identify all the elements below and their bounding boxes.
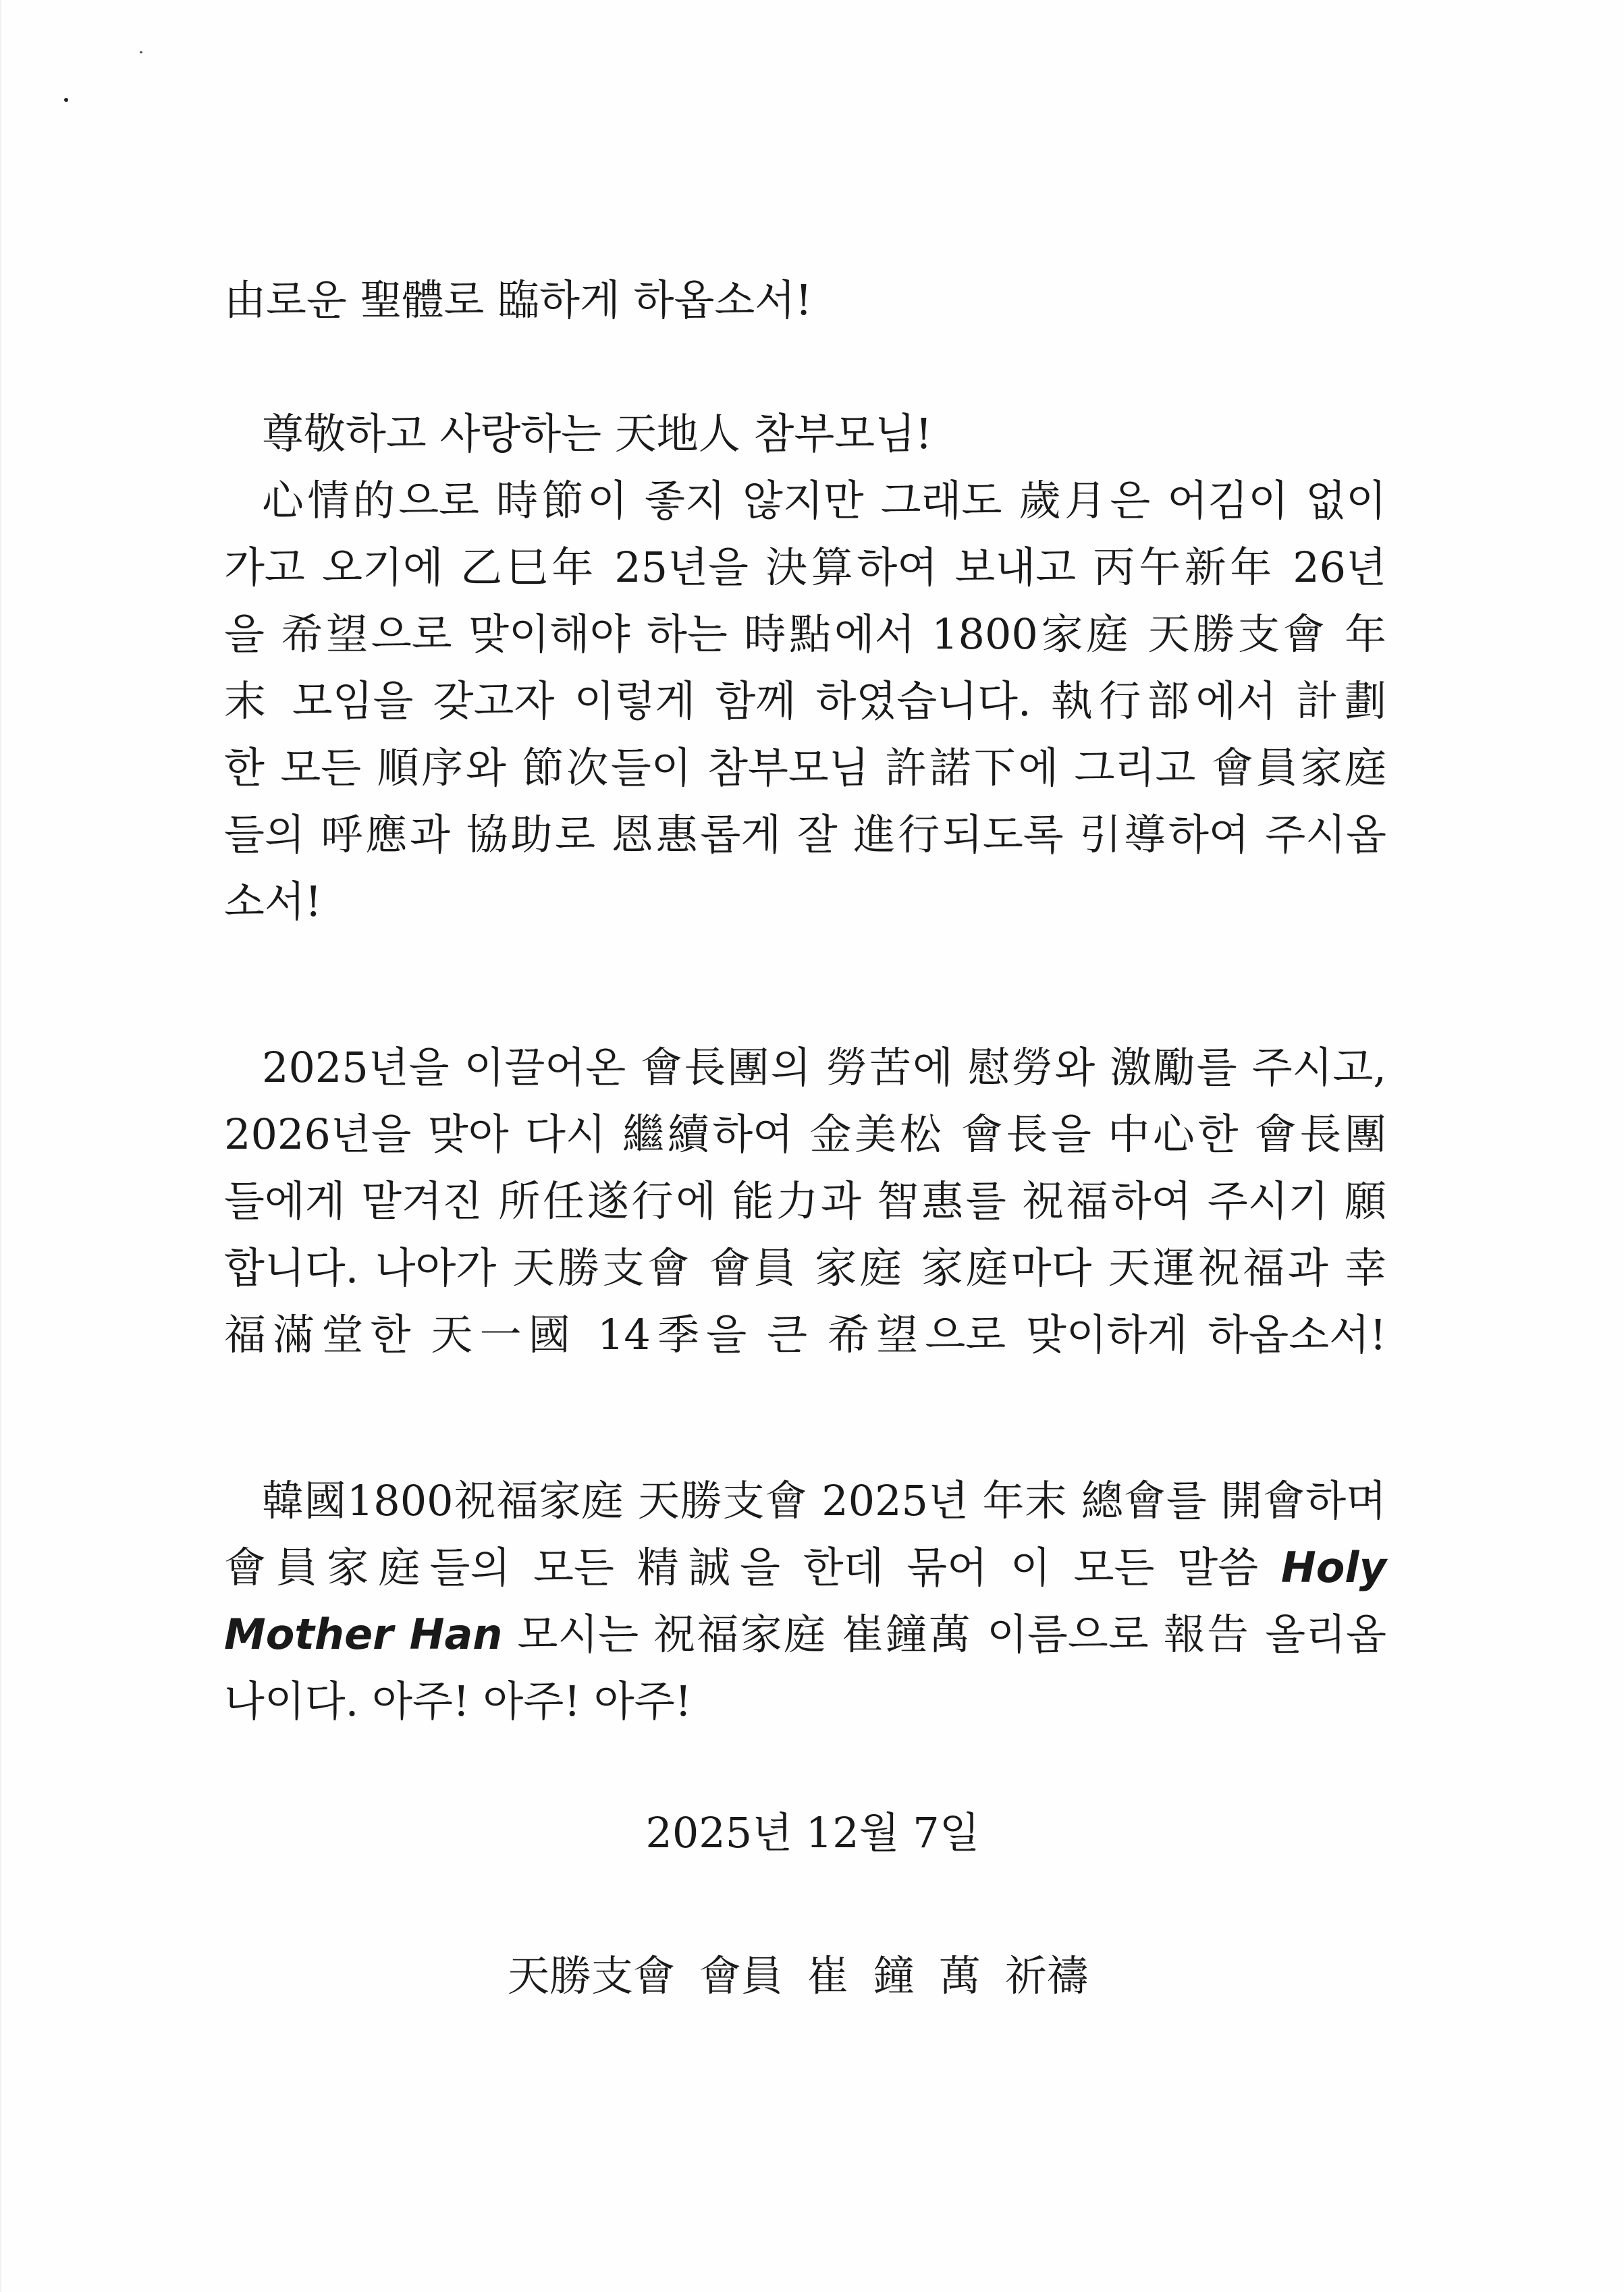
paragraph-line: 韓國1800祝福家庭 天勝支會 2025년 年末 總會를 開會하며 [262, 1476, 1386, 1525]
paragraph-line: 가고 오기에 乙巳年 25년을 決算하여 보내고 丙午新年 26년 [224, 543, 1386, 592]
paragraph-1 [224, 467, 1386, 935]
paragraph-line: 들의 呼應과 協助로 恩惠롭게 잘 進行되도록 引導하여 주시옵 [224, 810, 1386, 859]
paragraph-line: 心情的으로 時節이 좋지 않지만 그래도 歲月은 어김이 없이 [262, 476, 1386, 525]
spacer [224, 333, 1386, 400]
salutation: 尊敬하고 사랑하는 天地人 참부모님! [262, 409, 932, 458]
paragraph-line [224, 1534, 1386, 1601]
paragraph-line: 2025년을 이끌어온 會長團의 勞苦에 慰勞와 激勵를 주시고, [262, 1043, 1386, 1092]
paragraph-line: 합니다. 나아가 天勝支會 會員 家庭 家庭마다 天運祝福과 幸 [224, 1243, 1386, 1292]
letter-heading: 由로운 聖體로 臨하게 하옵소서! [224, 275, 813, 325]
paragraph-line: 을 希望으로 맞이해야 하는 時點에서 1800家庭 天勝支會 年 [224, 609, 1386, 659]
letter-date: 2025년 12월 7일 [645, 1808, 980, 1857]
paragraph-line: 2026년을 맞아 다시 繼續하여 金美松 會長을 中心한 會長團 [224, 1110, 1386, 1159]
paragraph-line: 소서! [224, 877, 322, 926]
signature-line: 天勝支會 會員 崔 鐘 萬 祈禱 [508, 1951, 1089, 2000]
spacer [224, 935, 1386, 1034]
paragraph-3 [224, 1467, 1386, 1735]
paragraph-line [224, 1601, 1386, 1668]
paragraph-line: 한 모든 順序와 節次들이 참부모님 許諾下에 그리고 會員家庭 [224, 743, 1386, 792]
paper-speck [64, 98, 68, 102]
letter-body [224, 267, 1386, 1735]
paper-speck [140, 51, 142, 53]
paragraph-line: 들에게 맡겨진 所任遂行에 能力과 智惠를 祝福하여 주시기 願 [224, 1176, 1386, 1226]
paragraph-text: 모시는 祝福家庭 崔鐘萬 이름으로 報告 올리옵 [517, 1610, 1386, 1659]
paragraph-2 [224, 1034, 1386, 1368]
paragraph-line: 나이다. 아주! 아주! 아주! [224, 1676, 692, 1726]
paragraph-line: 末 모임을 갖고자 이렇게 함께 하였습니다. 執行部에서 計劃 [224, 676, 1386, 726]
spacer [224, 1368, 1386, 1467]
paragraph-line: 福滿堂한 天一國 14季을 큰 希望으로 맞이하게 하옵소서! [224, 1310, 1386, 1359]
paragraph-text: 會員家庭들의 모든 精誠을 한데 묶어 이 모든 말씀 [224, 1543, 1258, 1592]
english-phrase: Mother Han [224, 1610, 503, 1659]
english-phrase: Holy [1280, 1543, 1386, 1592]
